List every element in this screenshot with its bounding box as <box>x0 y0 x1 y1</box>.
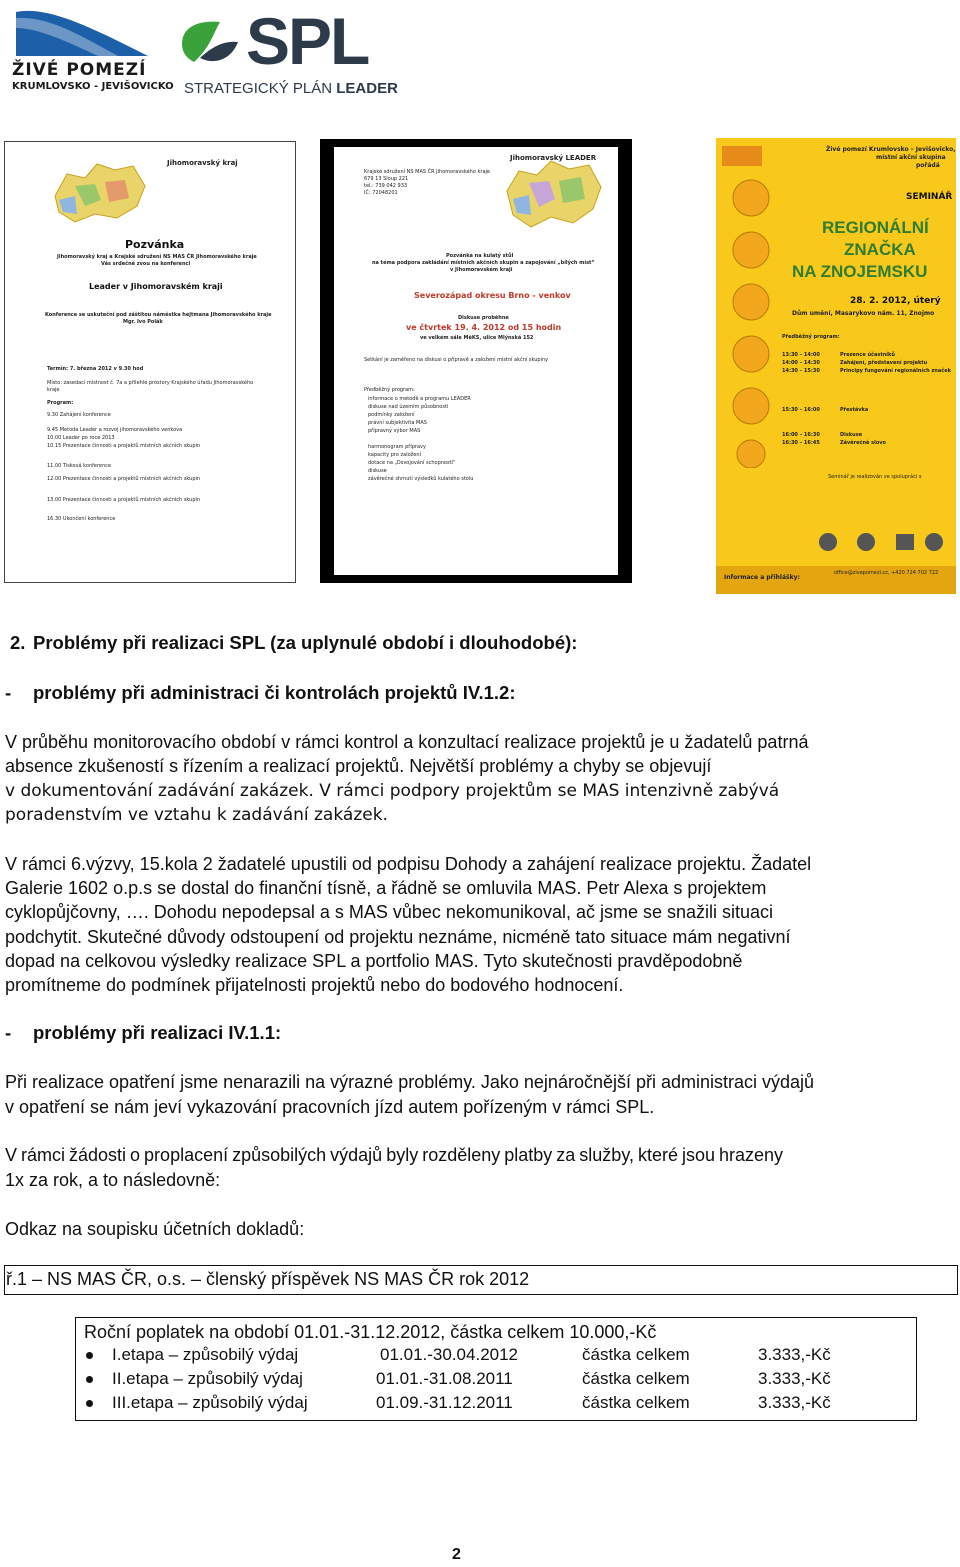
zive-pomezi-emblem-icon <box>8 6 158 64</box>
doc2-when1: Diskuse proběhne <box>458 315 509 321</box>
doc2-title2: na téma podpora zakládání místních akčních skupin a zapojování „bílých míst“ <box>372 260 595 266</box>
doc1-item: 11.00 Tisková konference <box>47 463 111 469</box>
bullet-icon <box>86 1352 93 1359</box>
doc2-item: diskuse <box>368 468 387 474</box>
doc2-item: podmínky založení <box>368 412 415 418</box>
doc3-place: Dům umění, Masarykovo nám. 11, Znojmo <box>792 310 935 317</box>
doc3-time: 14:00 – 14:30 <box>782 360 820 366</box>
doc2-item: kapacity pro založení <box>368 452 421 458</box>
doc3-org2: místní akční skupina <box>876 154 946 161</box>
doc3-item: Principy fungování regionálních značek <box>840 368 951 374</box>
doc2-title3: v Jihomoravském kraji <box>450 267 513 273</box>
doc1-item: 9.45 Metoda Leader a rozvoj jihomoravského venkova <box>47 427 183 433</box>
doc3-item: Přestávka <box>840 407 869 413</box>
doc1-item: 9.30 Zahájení konference <box>47 412 111 418</box>
doc3-org3: pořádá <box>916 162 940 169</box>
doc3-title1: REGIONÁLNÍ <box>822 218 929 237</box>
doc2-region: Jihomoravský LEADER <box>510 154 597 162</box>
fee-row-period: 01.09.-31.12.2011 <box>376 1393 513 1412</box>
doc2-item: harmonogram přípravy <box>368 444 426 450</box>
doc1-item: 12.00 Prezentace činnosti a projektů místních akčních skupin <box>47 476 201 482</box>
invitation-document-2: Jihomoravský LEADER Krajské sdružení NS MAS ČR Jihomoravského kraje 679 13 Sloup 221 tel.: 739 042 933 IČ: 72048201 Pozvánka na kulatý stůl na téma podpora zakládání místních akčních skupin a zapojování „bílých míst“ v Jihomoravském kraji Severozápad okresu Brno - venkov Diskuse proběhne ve čtvrtek 19. 4. 2012 od 15 hodin ve velkém sále MěKS, ulice Mlýnská 152 Setkání je zaměřeno na diskusi o přípravě a založení místní akční skupiny Předběžný program: informace o metodě a programu LEADER diskuse nad územím působnosti podmínky založení právní subjektivita MAS přípravný výbor MAS harmonogram přípravy kapacity pro založení dotace na „Osvojování schopností“ diskuse závěrečné shrnutí výsledků kulatého stolu <box>320 139 632 583</box>
p2-line4: podchytit. Skutečné důvody odstoupení od projektu neznáme, nicméně tato situace mám negativní <box>5 927 791 947</box>
doc2-note: Setkání je zaměřeno na diskusi o přípravě a založení místní akční skupiny <box>364 357 549 363</box>
invitation-document-1 <box>4 141 296 583</box>
doc2-title1: Pozvánka na kulatý stůl <box>446 253 514 259</box>
fee-table-header: Roční poplatek na období 01.01.-31.12.2012, částka celkem 10.000,-Kč <box>84 1322 657 1342</box>
doc3-item: Diskuse <box>840 432 863 438</box>
doc3-time: 16:00 – 16:30 <box>782 432 820 438</box>
doc2-item: právní subjektivita MAS <box>368 420 427 426</box>
p2-line3: cyklopůjčovny, …. Dohodu nepodepsal a s MAS vůbec nekomunikoval, ač jsme se snažili situaci <box>5 902 774 922</box>
p5-text: Odkaz na soupisku účetních dokladů: <box>5 1219 305 1239</box>
fee-table <box>75 1317 917 1421</box>
fee-row-label: částka celkem <box>582 1393 690 1412</box>
doc2-item: přípravný výbor MAS <box>368 428 421 434</box>
sub2-heading: problémy při realizaci IV.1.1: <box>33 1022 282 1043</box>
zive-pomezi-name: ŽIVÉ POMEZÍ <box>12 60 147 80</box>
doc1-place: Místo: zasedací místnost č. 7a a přilehlé prostory Krajského úřadu Jihomoravského kraje <box>47 380 254 393</box>
doc1-region: Jihomoravský kraj <box>167 159 238 167</box>
doc2-item: dotace na „Osvojování schopností“ <box>368 460 456 466</box>
fee-row-label: částka celkem <box>582 1345 690 1364</box>
doc3-time: 15:30 – 16:00 <box>782 407 820 413</box>
fee-row-amount: 3.333,-Kč <box>758 1345 831 1364</box>
page-number: 2 <box>452 1546 461 1563</box>
partner-logos-icon <box>816 530 946 554</box>
doc1-item: 10.00 Leader po roce 2013 <box>47 435 115 441</box>
fee-row-etapa: II.etapa – způsobilý výdaj <box>112 1369 303 1388</box>
p2-line1: V rámci 6.výzvy, 15.kola 2 žadatelé upustili od podpisu Dohody a zahájení realizace projektu. Žadatel <box>5 854 812 874</box>
p2-line2: Galerie 1602 o.p.s se dostal do finanční tísně, a řádně se omluvila MAS. Petr Alexa s projektem <box>5 878 767 898</box>
section-heading: Problémy při realizaci SPL (za uplynulé období i dlouhodobé): <box>33 632 578 653</box>
spl-subtitle: STRATEGICKÝ PLÁN LEADER <box>184 80 398 97</box>
fee-row-amount: 3.333,-Kč <box>758 1369 831 1388</box>
doc2-when2: ve čtvrtek 19. 4. 2012 od 15 hodin <box>406 323 562 332</box>
doc2-when3: ve velkém sále MěKS, ulice Mlýnská 152 <box>420 335 534 341</box>
doc2-area: Severozápad okresu Brno - venkov <box>414 291 571 300</box>
doc3-time: 16:30 – 16:45 <box>782 440 820 446</box>
sub1-heading: problémy při administraci či kontrolách projektů IV.1.2: <box>33 682 516 703</box>
p2-line5: dopad na celkovou výsledky realizace SPL a portfolio MAS. Tyto skutečnosti pravděpodobně <box>5 951 743 971</box>
doc2-program: Předběžný program: <box>364 387 415 393</box>
poster-logo-icon <box>722 146 762 166</box>
doc1-line4: Mgr. Ivo Polák <box>123 319 163 325</box>
p1-line4: poradenstvím ve vztahu k zadávání zakázek. <box>5 805 388 825</box>
doc3-title2: ZNAČKA <box>844 240 916 259</box>
doc1-item: 16.30 Ukončení konference <box>47 516 116 522</box>
p3-line2: v opatření se nám jeví vykazování pracovních jízd autem pořízeným v rámci SPL. <box>5 1097 655 1117</box>
bullet-icon <box>86 1400 93 1407</box>
doc1-line1: Jihomoravský kraj a Krajské sdružení NS MAS ČR Jihomoravského kraje <box>57 254 257 260</box>
p2-line6: promítneme do podmínek přijatelnosti projektů nebo do bodového hodnocení. <box>5 975 624 995</box>
section-heading-number: 2. <box>10 632 26 653</box>
sub2-dash: - <box>5 1022 12 1043</box>
p1-line1: V průběhu monitorovacího období v rámci kontrol a konzultací realizace projektů je u žadatelů patrná <box>5 732 809 752</box>
doc3-title3: NA ZNOJEMSKU <box>792 262 928 281</box>
sub1-dash: - <box>5 682 12 703</box>
doc3-footer: Informace a přihlášky: <box>724 574 800 581</box>
doc3-program: Předběžný program: <box>782 334 840 340</box>
fee-row-etapa: I.etapa – způsobilý výdaj <box>112 1345 299 1364</box>
p3-line1: Při realizace opatření jsme nenarazili na výrazné problémy. Jako nejnáročnější při administraci výdajů <box>5 1072 815 1092</box>
fee-row-period: 01.01.-31.08.2011 <box>376 1369 513 1388</box>
expense-row-box <box>4 1265 958 1295</box>
doc1-title: Pozvánka <box>125 238 185 251</box>
doc1-line2: Vás srdečně zvou na konferenci <box>101 261 191 267</box>
fee-row-period: 01.01.-30.04.2012 <box>380 1345 519 1364</box>
doc1-program: Program: <box>47 400 74 406</box>
doc2-item: závěrečné shrnutí výsledků kulatého stolu <box>368 476 474 482</box>
zive-pomezi-subtitle: KRUMLOVSKO - JEVIŠOVICKO <box>12 81 174 92</box>
region-map-icon <box>499 155 609 235</box>
p4-line1: V rámci žádosti o proplacení způsobilých výdajů byly rozděleny platby za služby, které jsou hrazeny <box>5 1145 784 1165</box>
doc3-date: 28. 2. 2012, úterý <box>850 296 941 306</box>
doc3-item: Závěrečné slovo <box>840 440 886 446</box>
doc1-item: 13.00 Prezentace činnosti a projektů místních akčních skupin <box>47 497 201 503</box>
fee-row-amount: 3.333,-Kč <box>758 1393 831 1412</box>
doc3-seminar: SEMINÁŘ <box>906 192 953 202</box>
bullet-icon <box>86 1376 93 1383</box>
doc3-partners: Seminář je realizován ve spolupráci s <box>828 474 922 480</box>
poster-seal-column <box>722 178 780 468</box>
doc3-time: 13:30 – 14:00 <box>782 352 820 358</box>
doc1-conference: Leader v Jihomoravském kraji <box>89 282 223 291</box>
fee-row-etapa: III.etapa – způsobilý výdaj <box>112 1393 308 1412</box>
doc1-term: Termín: 7. března 2012 v 9.30 hod <box>47 366 144 372</box>
doc3-contact: office@zivepomezi.cz, +420 724 702 722 <box>834 570 939 576</box>
doc3-time: 14:30 – 15:30 <box>782 368 820 374</box>
fee-row-label: částka celkem <box>582 1369 690 1388</box>
doc2-item: diskuse nad územím působnosti <box>368 404 449 410</box>
doc3-org1: Živé pomezí Krumlovsko – Jevišovicko, <box>826 146 956 153</box>
p1-line2: absence zkušeností s řízením a realizací projektů. Největší problémy a chyby se objevují <box>5 756 712 776</box>
p1-line3: v dokumentování zadávání zakázek. V rámci podpory projektům se MAS intenzivně zabývá <box>5 781 780 801</box>
spl-leaf-icon <box>180 18 240 74</box>
doc3-item: Prezence účastníků <box>840 352 895 358</box>
doc3-item: Zahájení, představení projektu <box>840 360 928 366</box>
doc2-item: informace o metodě a programu LEADER <box>368 396 471 402</box>
spl-logo-text: SPL <box>246 4 369 78</box>
region-map-icon <box>45 156 155 230</box>
doc1-line3: Konference se uskuteční pod záštitou náměstka hejtmana Jihomoravského kraje <box>45 312 272 318</box>
doc1-item: 10.15 Prezentace činnosti a projektů místních akčních skupin <box>47 443 201 449</box>
expense-row-text: ř.1 – NS MAS ČR, o.s. – členský příspěvek NS MAS ČR rok 2012 <box>6 1269 530 1289</box>
p4-line2: 1x za rok, a to následovně: <box>5 1170 221 1190</box>
seminar-poster <box>716 138 956 594</box>
